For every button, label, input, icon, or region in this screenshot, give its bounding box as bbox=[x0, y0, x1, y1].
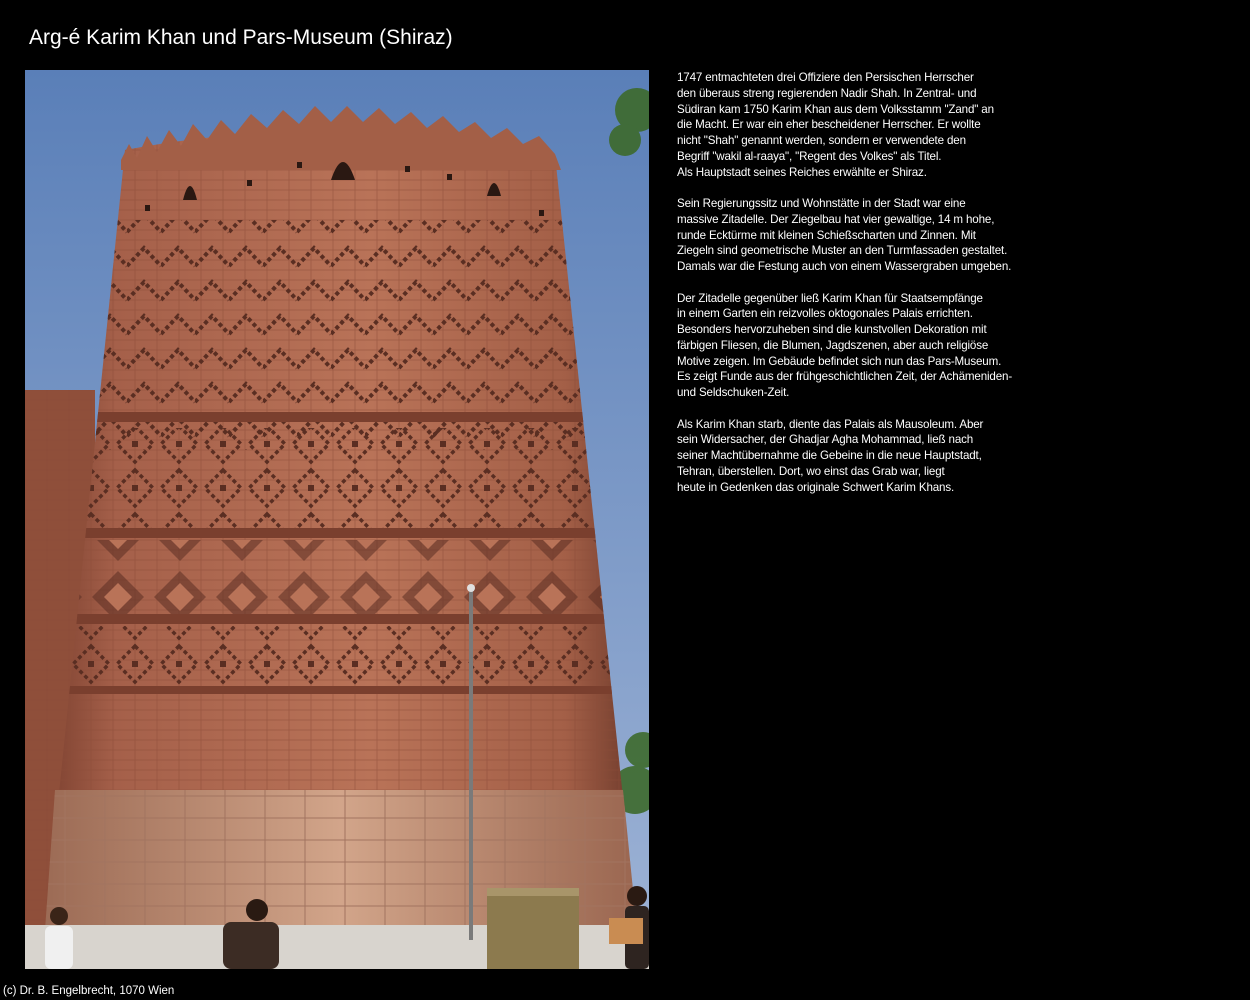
description-line: Als Hauptstadt seines Reiches erwählte er Shiraz. bbox=[677, 165, 927, 179]
description-line: massive Zitadelle. Der Ziegelbau hat vier gewaltige, 14 m hohe, bbox=[677, 212, 995, 226]
description-line: Damals war die Festung auch von einem Wassergraben umgeben. bbox=[677, 260, 1012, 273]
page-title: Arg-é Karim Khan und Pars-Museum (Shiraz) bbox=[29, 26, 453, 49]
description-line: den überaus streng regierenden Nadir Shah. In Zentral- und bbox=[677, 86, 977, 100]
description-line: Motive zeigen. Im Gebäude befindet sich nun das Pars-Museum. bbox=[677, 354, 1002, 368]
description-line: runde Ecktürme mit kleinen Schießscharten und Zinnen. Mit bbox=[677, 228, 976, 242]
description-line: Begriff "wakil al-raaya", "Regent des Volkes" als Titel. bbox=[677, 149, 942, 163]
description-line: die Macht. Er war ein eher bescheidener Herrscher. Er wollte bbox=[677, 118, 981, 132]
description-line: Südiran kam 1750 Karim Khan aus dem Volksstamm "Zand" an bbox=[677, 102, 994, 116]
description-line: Sein Regierungssitz und Wohnstätte in der Stadt war eine bbox=[677, 197, 966, 210]
description-line: Tehran, überstellen. Dort, wo einst das Grab war, liegt bbox=[677, 464, 945, 478]
description-paragraph bbox=[677, 417, 1117, 496]
description-line: nicht "Shah" genannt werden, sondern er verwendete den bbox=[677, 134, 966, 147]
description-text bbox=[677, 70, 1117, 511]
tower-photo bbox=[25, 70, 649, 969]
description-line: färbigen Fliesen, die Blumen, Jagdszenen, aber auch religiöse bbox=[677, 338, 989, 352]
tower-illustration bbox=[25, 70, 649, 969]
description-paragraph bbox=[677, 196, 1117, 275]
description-line: seiner Machtübernahme die Gebeine in die neue Hauptstadt, bbox=[677, 449, 982, 462]
description-paragraph bbox=[677, 70, 1117, 180]
description-line: 1747 entmachteten drei Offiziere den Persischen Herrscher bbox=[677, 71, 974, 84]
description-line: Als Karim Khan starb, diente das Palais als Mausoleum. Aber bbox=[677, 417, 984, 431]
copyright-notice: (c) Dr. B. Engelbrecht, 1070 Wien bbox=[3, 985, 175, 997]
description-line: und Seldschuken-Zeit. bbox=[677, 386, 790, 399]
description-line: Es zeigt Funde aus der frühgeschichtlichen Zeit, der Achämeniden- bbox=[677, 370, 1013, 384]
description-line: Besonders hervorzuheben sind die kunstvollen Dekoration mit bbox=[677, 323, 987, 336]
description-line: Der Zitadelle gegenüber ließ Karim Khan für Staatsempfänge bbox=[677, 291, 983, 305]
description-paragraph bbox=[677, 291, 1117, 401]
description-line: Ziegeln sind geometrische Muster an den Turmfassaden gestaltet. bbox=[677, 244, 1008, 258]
description-line: sein Widersacher, der Ghadjar Agha Mohammad, ließ nach bbox=[677, 433, 974, 447]
description-line: in einem Garten ein reizvolles oktogonales Palais errichten. bbox=[677, 307, 973, 321]
description-line: heute in Gedenken das originale Schwert Karim Khans. bbox=[677, 480, 955, 494]
